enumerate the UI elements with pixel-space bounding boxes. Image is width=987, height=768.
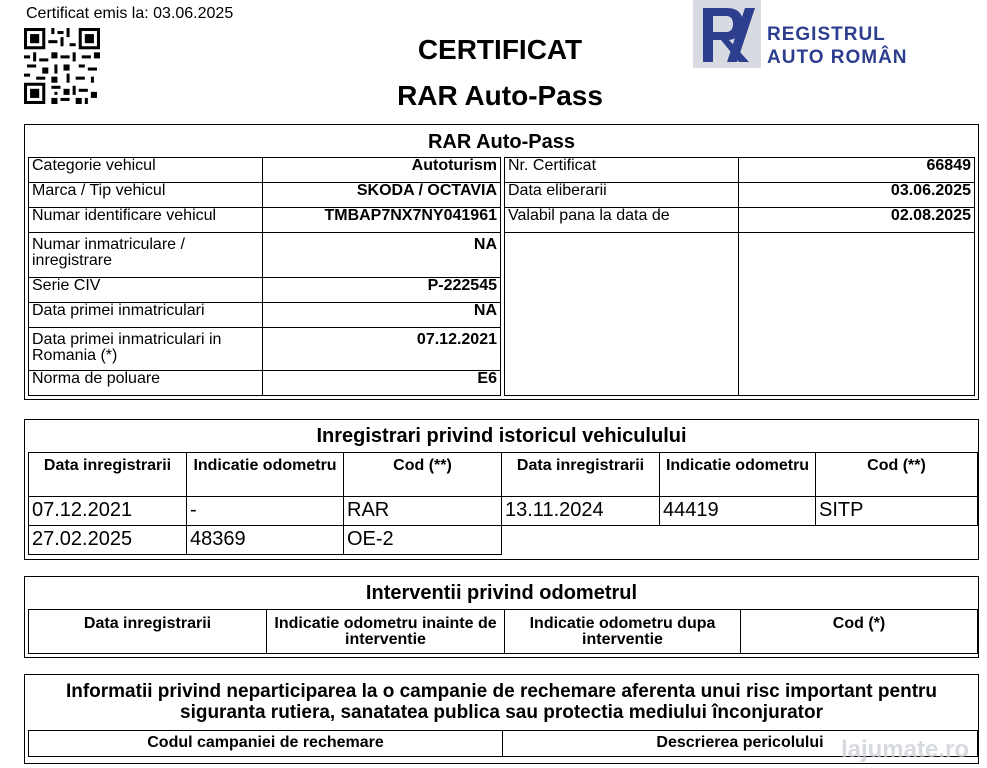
field-label: Data eliberarii [505,183,739,208]
certificate-subtitle: RAR Auto-Pass [397,80,603,111]
table-header-row [29,731,978,757]
table-cell: 07.12.2021 [29,497,187,526]
field-label: Nr. Certificat [505,158,739,183]
table-row [29,497,978,526]
field-label: Data primei inmatriculari in Romania (*) [29,328,263,371]
field-value: NA [263,303,501,328]
field-value: SKODA / OCTAVIA [263,183,501,208]
column-header: Data inregistrarii [502,453,660,497]
field-value: 02.08.2025 [739,208,975,233]
column-header: Indicatie odometru [660,453,816,497]
column-header: Indicatie odometru dupa interventie [505,610,741,654]
vehicle-details-table [28,157,501,396]
table-cell: 27.02.2025 [29,526,187,555]
field-label: Data primei inmatriculari [29,303,263,328]
table-header-row [29,610,978,654]
rar-logo-mark-icon [693,0,761,68]
table-row [29,328,501,371]
history-section-title: Inregistrari privind istoricul vehiculului [316,425,687,447]
logo-text-line2: AUTO ROMÂN [767,47,908,68]
table-cell: SITP [816,497,978,526]
field-label: Norma de poluare [29,371,263,396]
field-value: 03.06.2025 [739,183,975,208]
column-header: Cod (**) [344,453,502,497]
column-header: Codul campaniei de rechemare [29,731,503,757]
field-label: Categorie vehicul [29,158,263,183]
recall-section-title: Informatii privind neparticiparea la o campanie de rechemare aferenta unui risc important pentru siguranta rutiera, sanatatea publica sau protectia mediului înconjurator [65,681,938,723]
recall-table [28,730,978,757]
table-row [29,208,501,233]
column-header: Indicatie odometru inainte de interventie [267,610,505,654]
field-label: Serie CIV [29,278,263,303]
field-label: Valabil pana la data de [505,208,739,233]
table-row [29,278,501,303]
table-row [505,158,975,183]
table-row-empty [505,233,975,396]
column-header: Descrierea pericolului [503,731,978,757]
field-value: NA [263,233,501,278]
site-watermark: lajumate.ro [840,736,969,763]
history-table [28,452,978,555]
table-row [29,371,501,396]
table-row [505,183,975,208]
table-row [29,183,501,208]
logo-text-line1: REGISTRUL [767,24,886,45]
field-value: 07.12.2021 [263,328,501,371]
field-value: Autoturism [263,158,501,183]
table-row [505,208,975,233]
column-header: Cod (*) [741,610,978,654]
recall-section [24,674,979,764]
field-value: E6 [263,371,501,396]
table-cell: 13.11.2024 [502,497,660,526]
table-row [29,303,501,328]
field-value: 66849 [739,158,975,183]
vehicle-section-title: RAR Auto-Pass [427,131,576,153]
table-cell: RAR [344,497,502,526]
table-header-row [29,453,978,497]
table-cell: 48369 [187,526,344,555]
table-cell: OE-2 [344,526,502,555]
table-cell: 44419 [660,497,816,526]
issued-date-line: Certificat emis la: 03.06.2025 [26,5,234,22]
column-header: Cod (**) [816,453,978,497]
certificate-title: CERTIFICAT [417,34,583,65]
odometer-table [28,609,978,654]
table-cell: - [187,497,344,526]
history-section [24,419,979,560]
column-header: Data inregistrarii [29,610,267,654]
column-header: Indicatie odometru [187,453,344,497]
field-value: P-222545 [263,278,501,303]
field-value: TMBAP7NX7NY041961 [263,208,501,233]
table-row [29,233,501,278]
table-row [29,158,501,183]
field-label: Numar identificare vehicul [29,208,263,233]
column-header: Data inregistrarii [29,453,187,497]
vehicle-section [24,124,979,400]
qr-code-icon [24,28,100,104]
table-row [29,526,978,555]
odometer-section-title: Interventii privind odometrul [365,582,638,604]
field-label: Numar inmatriculare / inregistrare [29,233,263,278]
certificate-info-table [504,157,975,396]
odometer-section [24,576,979,658]
rar-logo [693,0,923,68]
field-label: Marca / Tip vehicul [29,183,263,208]
